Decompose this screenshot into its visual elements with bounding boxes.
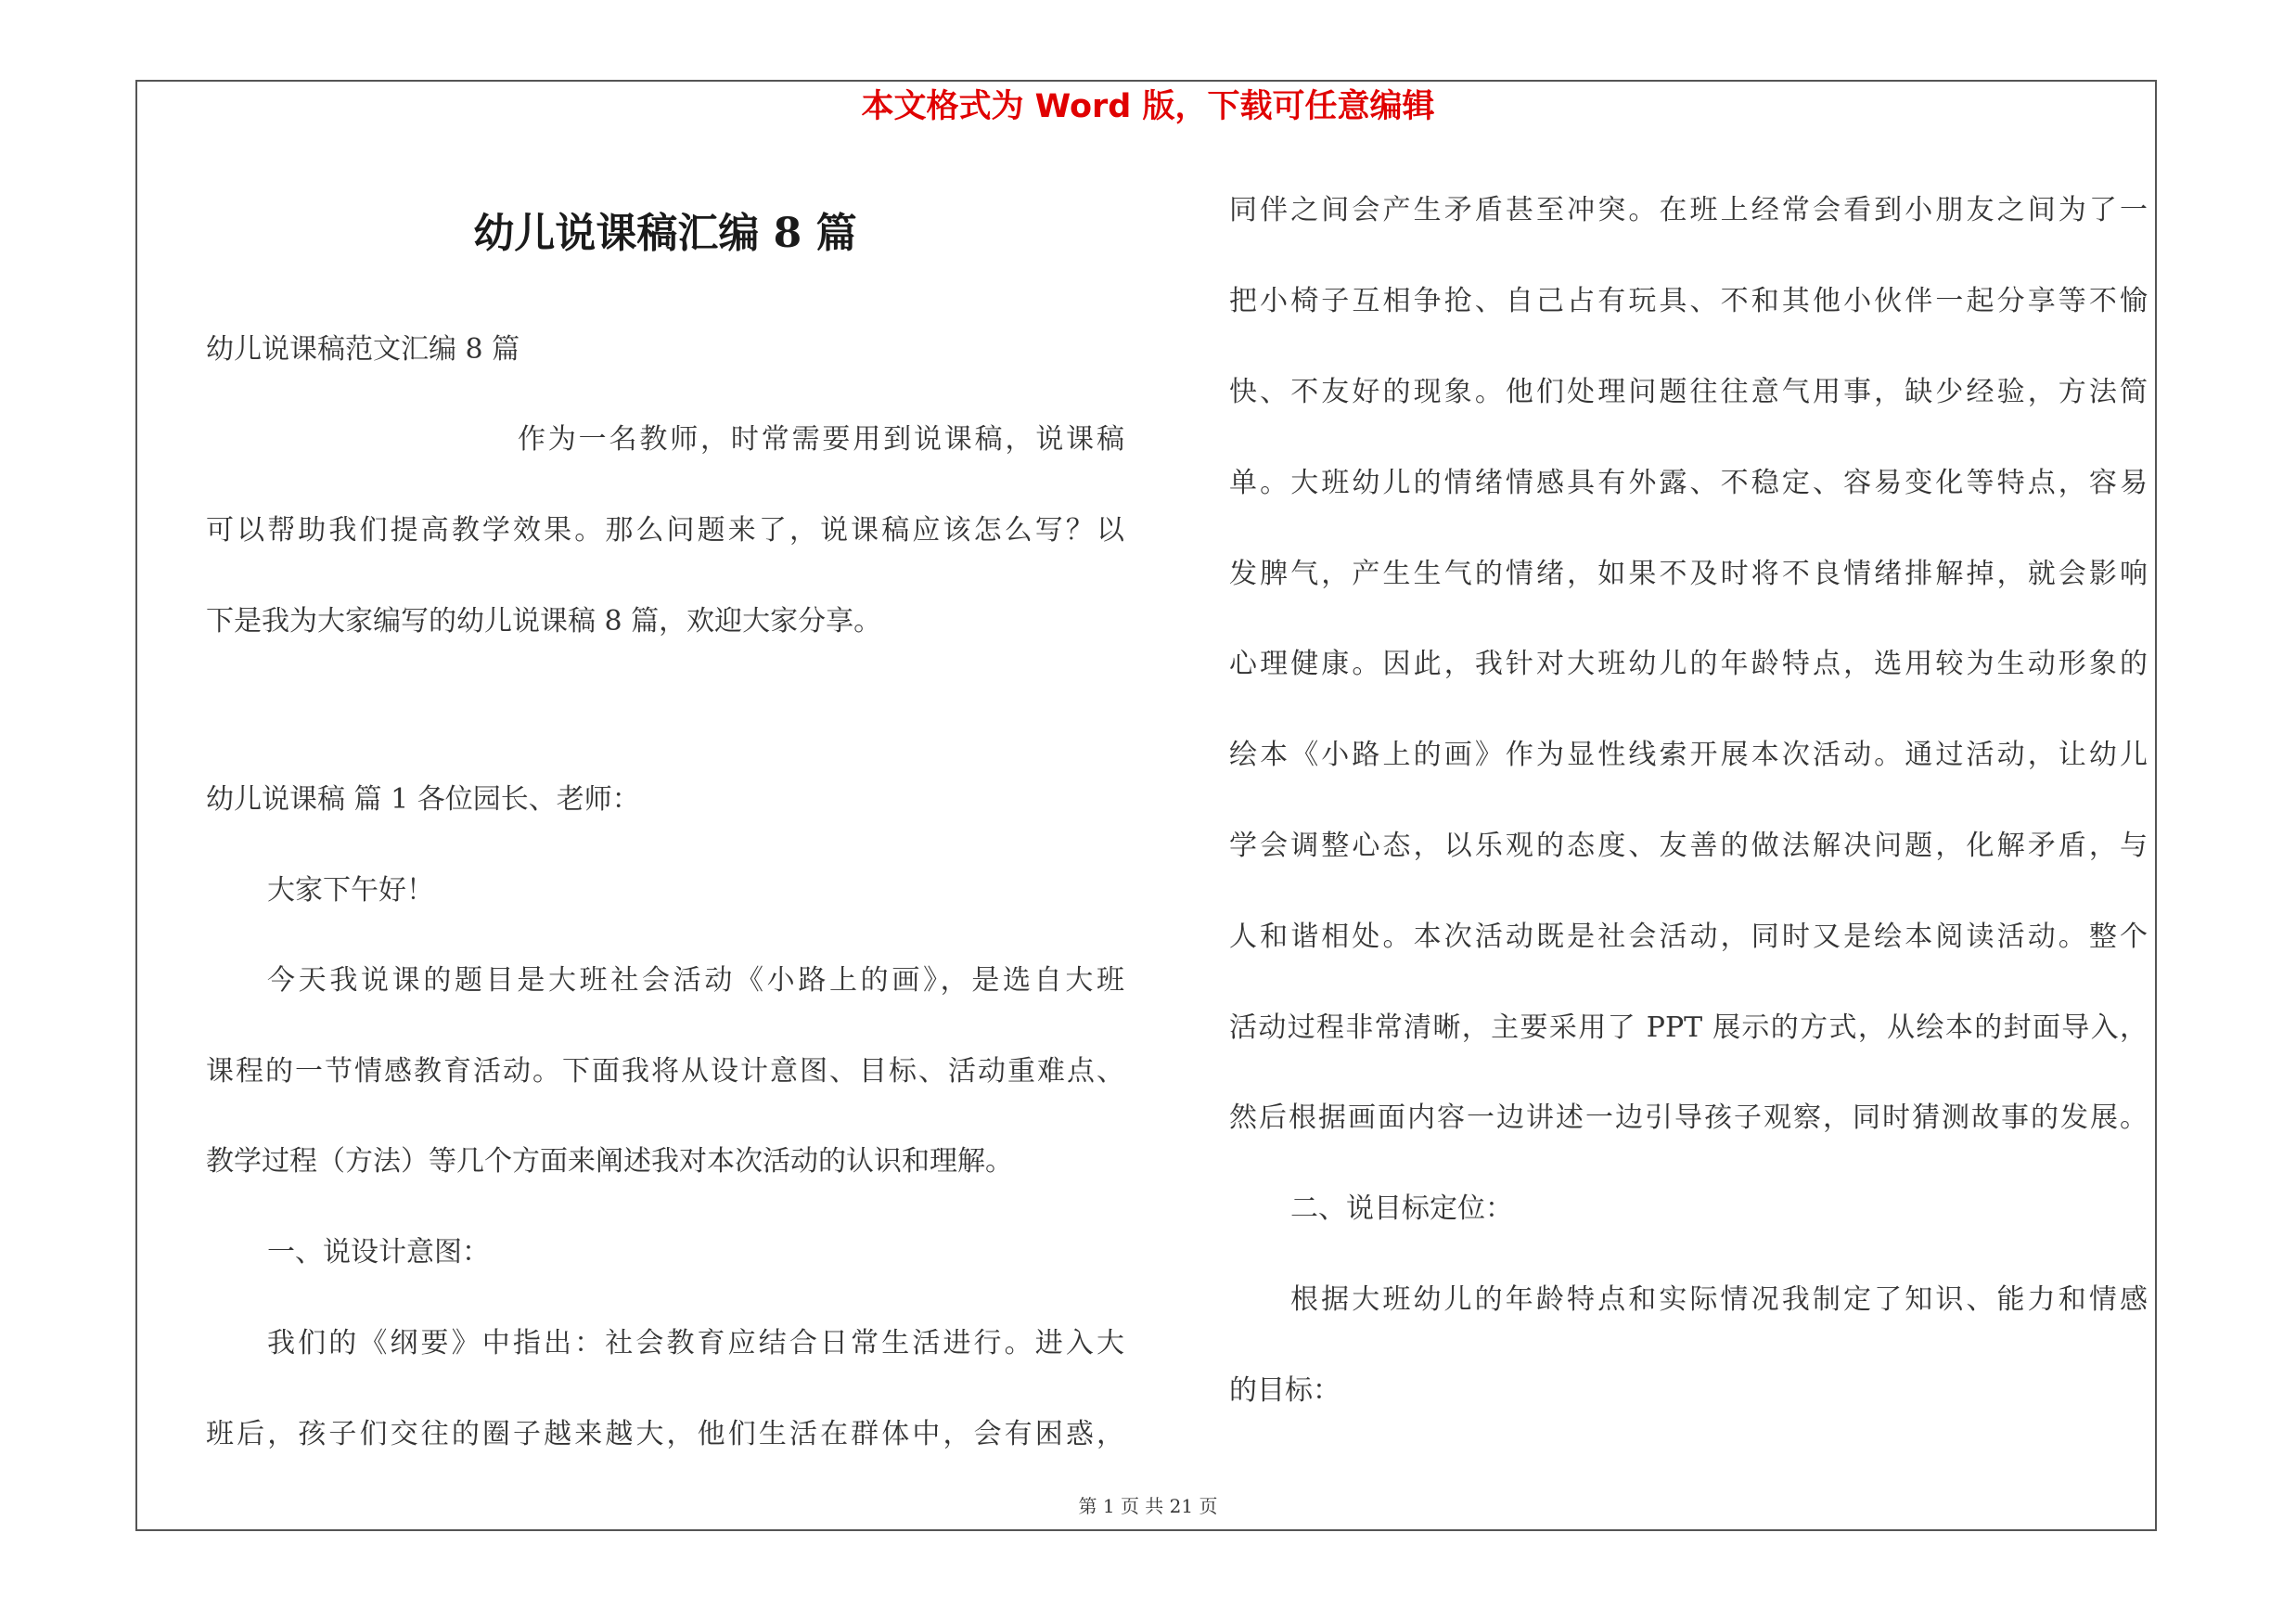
text-line: 的目标： [1229, 1374, 1340, 1407]
text-line: 同伴之间会产生矛盾甚至冲突。在班上经常会看到小朋友之间为了一 [1229, 194, 2148, 226]
text-line: 大家下午好！ [267, 874, 434, 907]
text-line: 单。大班幼儿的情绪情感具有外露、不稳定、容易变化等特点，容易 [1229, 467, 2148, 499]
text-line: 人和谐相处。本次活动既是社会活动，同时又是绘本阅读活动。整个 [1229, 921, 2148, 953]
text-line: 把小椅子互相争抢、自己占有玩具、不和其他小伙伴一起分享等不愉 [1229, 285, 2148, 317]
text-line: 二、说目标定位： [1290, 1192, 1513, 1225]
text-line: 幼儿说课稿 篇 1 各位园长、老师： [206, 783, 640, 816]
text-line: 发脾气，产生生气的情绪，如果不及时将不良情绪排解掉，就会影响 [1229, 558, 2148, 590]
text-line: 根据大班幼儿的年龄特点和实际情况我制定了知识、能力和情感 [1290, 1283, 2148, 1316]
text-line: 一、说设计意图： [267, 1236, 490, 1269]
format-banner: 本文格式为 Word 版，下载可任意编辑 [861, 88, 1435, 125]
text-line: 下是我为大家编写的幼儿说课稿 8 篇，欢迎大家分享。 [206, 605, 882, 638]
text-line: 课程的一节情感教育活动。下面我将从设计意图、目标、活动重难点、 [206, 1055, 1124, 1088]
text-line: 绘本《小路上的画》作为显性线索开展本次活动。通过活动，让幼儿 [1229, 739, 2148, 771]
text-line: 幼儿说课稿范文汇编 8 篇 [206, 333, 520, 366]
document-title: 幼儿说课稿汇编 8 篇 [473, 210, 857, 257]
text-line: 我们的《纲要》中指出：社会教育应结合日常生活进行。进入大 [267, 1327, 1124, 1359]
text-line: 可以帮助我们提高教学效果。那么问题来了，说课稿应该怎么写？以 [206, 514, 1124, 547]
text-line: 今天我说课的题目是大班社会活动《小路上的画》，是选自大班 [267, 964, 1124, 997]
text-line: 心理健康。因此，我针对大班幼儿的年龄特点，选用较为生动形象的 [1229, 648, 2148, 680]
text-line: 活动过程非常清晰，主要采用了 PPT 展示的方式，从绘本的封面导入， [1229, 1011, 2148, 1044]
text-line: 然后根据画面内容一边讲述一边引导孩子观察，同时猜测故事的发展。 [1229, 1101, 2148, 1134]
text-line: 作为一名教师，时常需要用到说课稿，说课稿 [518, 423, 1124, 456]
text-line: 学会调整心态，以乐观的态度、友善的做法解决问题，化解矛盾，与 [1229, 830, 2148, 862]
text-line: 班后，孩子们交往的圈子越来越大，他们生活在群体中，会有困惑， [206, 1418, 1124, 1450]
text-line: 教学过程（方法）等几个方面来阐述我对本次活动的认识和理解。 [206, 1145, 1013, 1178]
text-line: 快、不友好的现象。他们处理问题往往意气用事，缺少经验，方法简 [1229, 376, 2148, 408]
page-footer: 第 1 页 共 21 页 [1078, 1495, 1218, 1517]
